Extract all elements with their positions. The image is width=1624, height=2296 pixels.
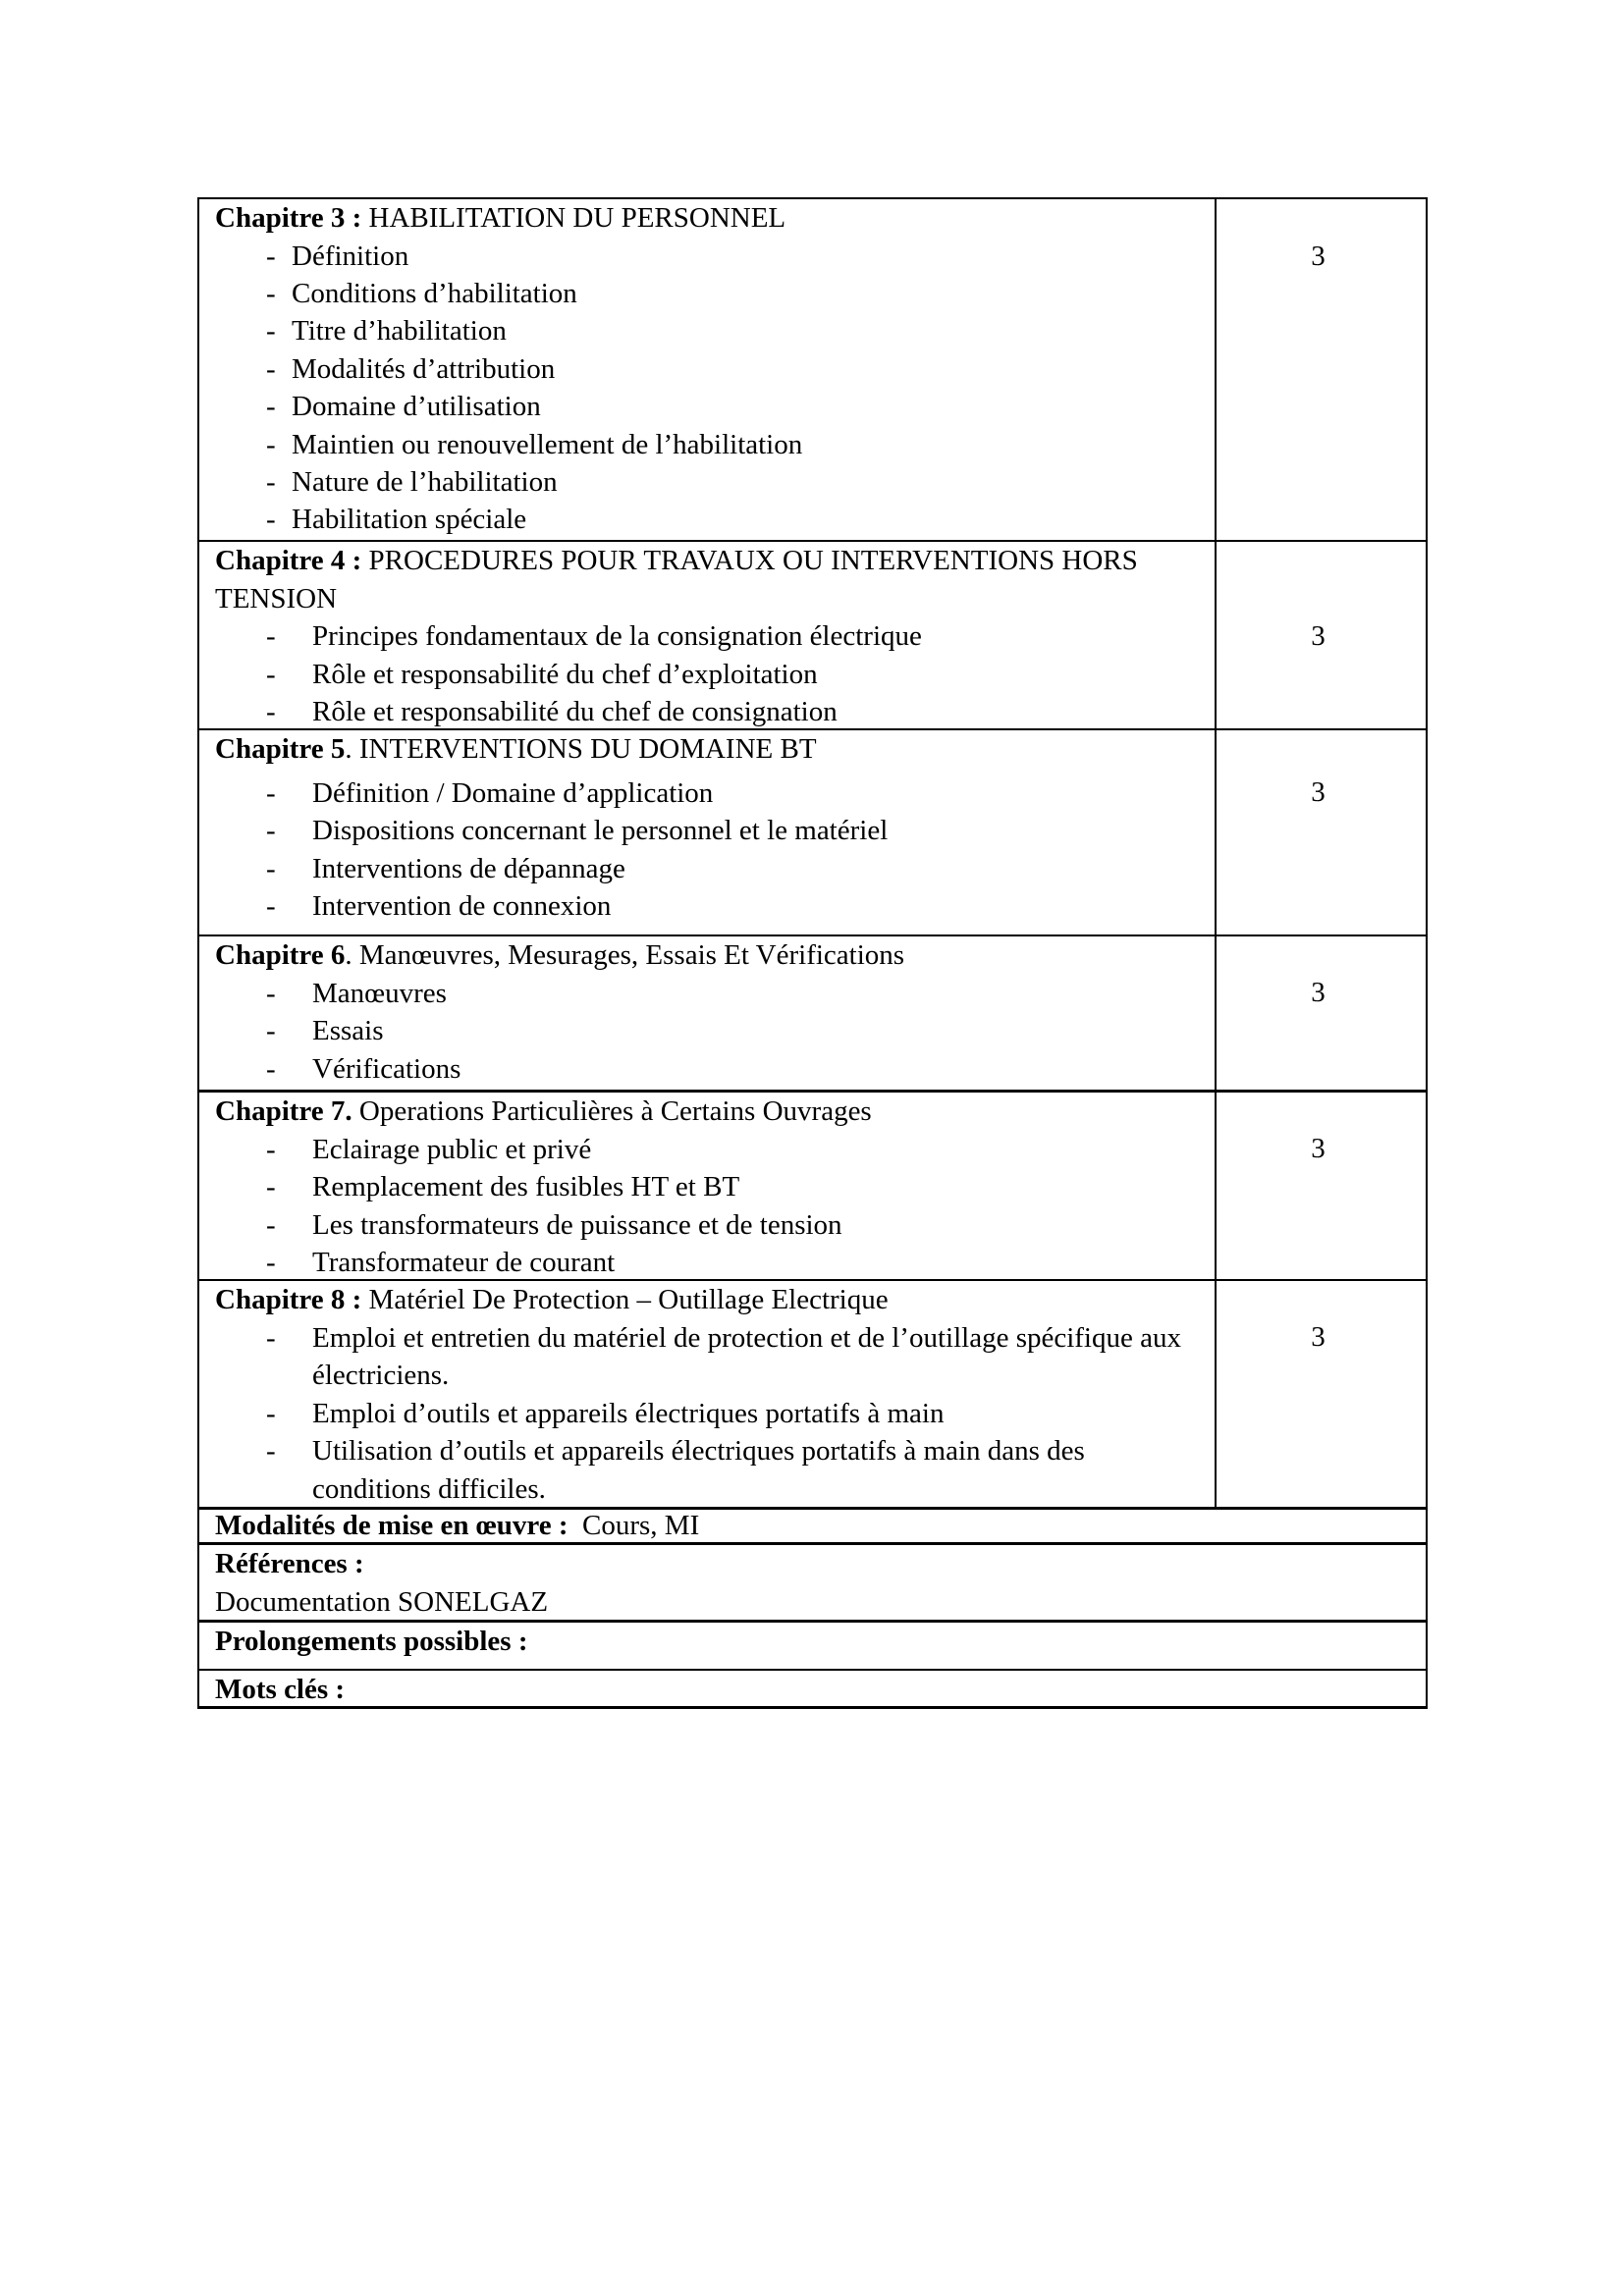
list-item bbox=[215, 350, 1215, 388]
bullet-dash: - bbox=[266, 1321, 276, 1354]
mots-cles-cell bbox=[199, 1671, 1426, 1706]
prolongements-row bbox=[199, 1620, 1426, 1669]
list-item bbox=[215, 812, 1215, 850]
item-text: Manœuvres bbox=[312, 977, 447, 1009]
chapter-content-cell bbox=[199, 542, 1217, 728]
bullet-dash: - bbox=[266, 977, 276, 1009]
bullet-dash: - bbox=[266, 852, 276, 884]
chapter-title bbox=[215, 542, 1215, 617]
modalites-value: Cours, MI bbox=[568, 1510, 700, 1541]
modalites-label: Modalités de mise en œuvre : bbox=[215, 1510, 568, 1541]
item-text: Vérifications bbox=[312, 1052, 461, 1085]
chapter-title bbox=[215, 199, 1215, 238]
chapter-heading: Matériel De Protection – Outillage Electrique bbox=[361, 1284, 889, 1315]
list-item bbox=[215, 501, 1215, 538]
chapter-content-cell bbox=[199, 936, 1217, 1090]
chapter-label: Chapitre 5 bbox=[215, 733, 346, 765]
item-text: Définition bbox=[292, 240, 409, 272]
list-item bbox=[215, 1131, 1215, 1169]
item-text: Remplacement des fusibles HT et BT bbox=[312, 1171, 740, 1203]
item-text: Nature de l’habilitation bbox=[292, 466, 558, 499]
bullet-dash: - bbox=[266, 1052, 276, 1085]
chapter-row bbox=[199, 199, 1426, 540]
hours-cell: 3 bbox=[1311, 776, 1326, 808]
bullet-dash: - bbox=[266, 504, 276, 536]
item-text: Essais bbox=[312, 1015, 384, 1047]
bullet-dash: - bbox=[266, 815, 276, 847]
modalites-row bbox=[199, 1507, 1426, 1542]
chapter-title bbox=[215, 936, 1215, 975]
hours-cell: 3 bbox=[1311, 240, 1326, 272]
list-item bbox=[215, 656, 1215, 694]
list-item bbox=[215, 1319, 1201, 1395]
prolongements-label: Prolongements possibles : bbox=[215, 1626, 528, 1657]
item-text: Interventions de dépannage bbox=[312, 852, 625, 884]
chapter-row bbox=[199, 1279, 1426, 1507]
item-text: Rôle et responsabilité du chef d’exploitation bbox=[312, 658, 818, 690]
chapter-label: Chapitre 3 : bbox=[215, 202, 362, 234]
item-text: Emploi et entretien du matériel de protection et de l’outillage spécifique aux électriciens. bbox=[312, 1321, 1181, 1392]
item-text: Modalités d’attribution bbox=[292, 352, 556, 385]
list-item bbox=[215, 617, 1215, 656]
chapter-heading: . INTERVENTIONS DU DOMAINE BT bbox=[345, 733, 817, 765]
item-text: Habilitation spéciale bbox=[292, 504, 527, 536]
chapter-row bbox=[199, 540, 1426, 728]
chapter-heading: Operations Particulières à Certains Ouvrages bbox=[352, 1095, 872, 1127]
chapter-label: Chapitre 4 : bbox=[215, 545, 362, 576]
item-text: Emploi d’outils et appareils électriques portatifs à main bbox=[312, 1397, 945, 1429]
bullet-dash: - bbox=[266, 1247, 276, 1279]
references-row bbox=[199, 1542, 1426, 1620]
bullet-dash: - bbox=[266, 1208, 276, 1241]
references-label: Références : bbox=[215, 1548, 364, 1579]
list-item bbox=[215, 887, 1215, 926]
bullet-dash: - bbox=[266, 890, 276, 923]
item-text: Intervention de connexion bbox=[312, 890, 612, 923]
chapter-title bbox=[215, 730, 1215, 769]
modalites-cell bbox=[199, 1510, 1426, 1542]
list-item bbox=[215, 850, 1215, 888]
bullet-dash: - bbox=[266, 1171, 276, 1203]
bullet-dash: - bbox=[266, 278, 276, 309]
bullet-dash: - bbox=[266, 658, 276, 690]
chapter-item-list bbox=[215, 975, 1215, 1089]
hours-cell: 3 bbox=[1311, 1321, 1326, 1353]
list-item bbox=[215, 1432, 1201, 1508]
chapter-label: Chapitre 8 : bbox=[215, 1284, 362, 1315]
chapter-heading: HABILITATION DU PERSONNEL bbox=[361, 202, 786, 234]
item-text: Maintien ou renouvellement de l’habilitation bbox=[292, 428, 803, 460]
item-text: Titre d’habilitation bbox=[292, 315, 507, 347]
item-text: Conditions d’habilitation bbox=[292, 278, 577, 309]
bullet-dash: - bbox=[266, 1133, 276, 1165]
chapter-row bbox=[199, 934, 1426, 1090]
list-item bbox=[215, 238, 1215, 275]
item-text: Utilisation d’outils et appareils électriques portatifs à main dans des conditions difficiles. bbox=[312, 1435, 1085, 1505]
list-item bbox=[215, 1050, 1215, 1089]
list-item bbox=[215, 1206, 1215, 1245]
chapter-title bbox=[215, 1281, 1215, 1319]
list-item bbox=[215, 774, 1215, 813]
item-text: Principes fondamentaux de la consignation électrique bbox=[312, 620, 922, 653]
list-item bbox=[215, 312, 1215, 349]
chapter-heading: PROCEDURES POUR TRAVAUX OU INTERVENTIONS HORS TENSION bbox=[215, 545, 1138, 614]
bullet-dash: - bbox=[266, 1015, 276, 1047]
hours-cell: 3 bbox=[1311, 620, 1326, 652]
list-item bbox=[215, 1244, 1215, 1282]
list-item bbox=[215, 975, 1215, 1013]
chapter-row bbox=[199, 1090, 1426, 1279]
chapter-item-list bbox=[215, 1131, 1215, 1282]
bullet-dash: - bbox=[266, 466, 276, 499]
hours-cell: 3 bbox=[1311, 977, 1326, 1008]
bullet-dash: - bbox=[266, 315, 276, 347]
item-text: Définition / Domaine d’application bbox=[312, 776, 714, 809]
list-item bbox=[215, 463, 1215, 501]
list-item bbox=[215, 426, 1215, 463]
chapter-label: Chapitre 7. bbox=[215, 1095, 352, 1127]
chapter-item-list bbox=[215, 1319, 1215, 1509]
bullet-dash: - bbox=[266, 620, 276, 653]
list-item bbox=[215, 1168, 1215, 1206]
bullet-dash: - bbox=[266, 1435, 276, 1468]
item-text: Rôle et responsabilité du chef de consignation bbox=[312, 696, 838, 728]
prolongements-cell bbox=[199, 1623, 1426, 1669]
item-text: Eclairage public et privé bbox=[312, 1133, 592, 1165]
hours-cell: 3 bbox=[1311, 1133, 1326, 1164]
chapter-label: Chapitre 6 bbox=[215, 939, 346, 971]
course-content-table bbox=[197, 197, 1428, 1709]
chapter-content-cell bbox=[199, 1281, 1217, 1507]
chapter-heading: . Manœuvres, Mesurages, Essais Et Vérifications bbox=[345, 939, 905, 971]
chapter-title bbox=[215, 1093, 1215, 1131]
chapter-content-cell bbox=[199, 730, 1217, 934]
bullet-dash: - bbox=[266, 696, 276, 728]
bullet-dash: - bbox=[266, 428, 276, 460]
item-text: Les transformateurs de puissance et de tension bbox=[312, 1208, 842, 1241]
bullet-dash: - bbox=[266, 391, 276, 423]
chapter-content-cell bbox=[199, 1093, 1217, 1279]
list-item bbox=[215, 388, 1215, 425]
item-text: Dispositions concernant le personnel et le matériel bbox=[312, 815, 889, 847]
list-item bbox=[215, 1012, 1215, 1050]
mots-cles-label: Mots clés : bbox=[215, 1674, 346, 1705]
chapter-content-cell bbox=[199, 199, 1217, 540]
bullet-dash: - bbox=[266, 776, 276, 809]
item-text: Domaine d’utilisation bbox=[292, 391, 541, 423]
bullet-dash: - bbox=[266, 352, 276, 385]
chapter-item-list bbox=[215, 617, 1215, 731]
list-item bbox=[215, 1395, 1201, 1433]
bullet-dash: - bbox=[266, 1397, 276, 1429]
item-text: Transformateur de courant bbox=[312, 1247, 616, 1279]
mots-cles-row bbox=[199, 1669, 1426, 1706]
references-cell bbox=[199, 1545, 1426, 1620]
chapter-item-list bbox=[215, 238, 1215, 539]
chapter-item-list bbox=[215, 774, 1215, 926]
bullet-dash: - bbox=[266, 240, 276, 272]
list-item bbox=[215, 693, 1215, 731]
chapter-row bbox=[199, 728, 1426, 934]
references-value: Documentation SONELGAZ bbox=[215, 1585, 549, 1618]
list-item bbox=[215, 275, 1215, 312]
